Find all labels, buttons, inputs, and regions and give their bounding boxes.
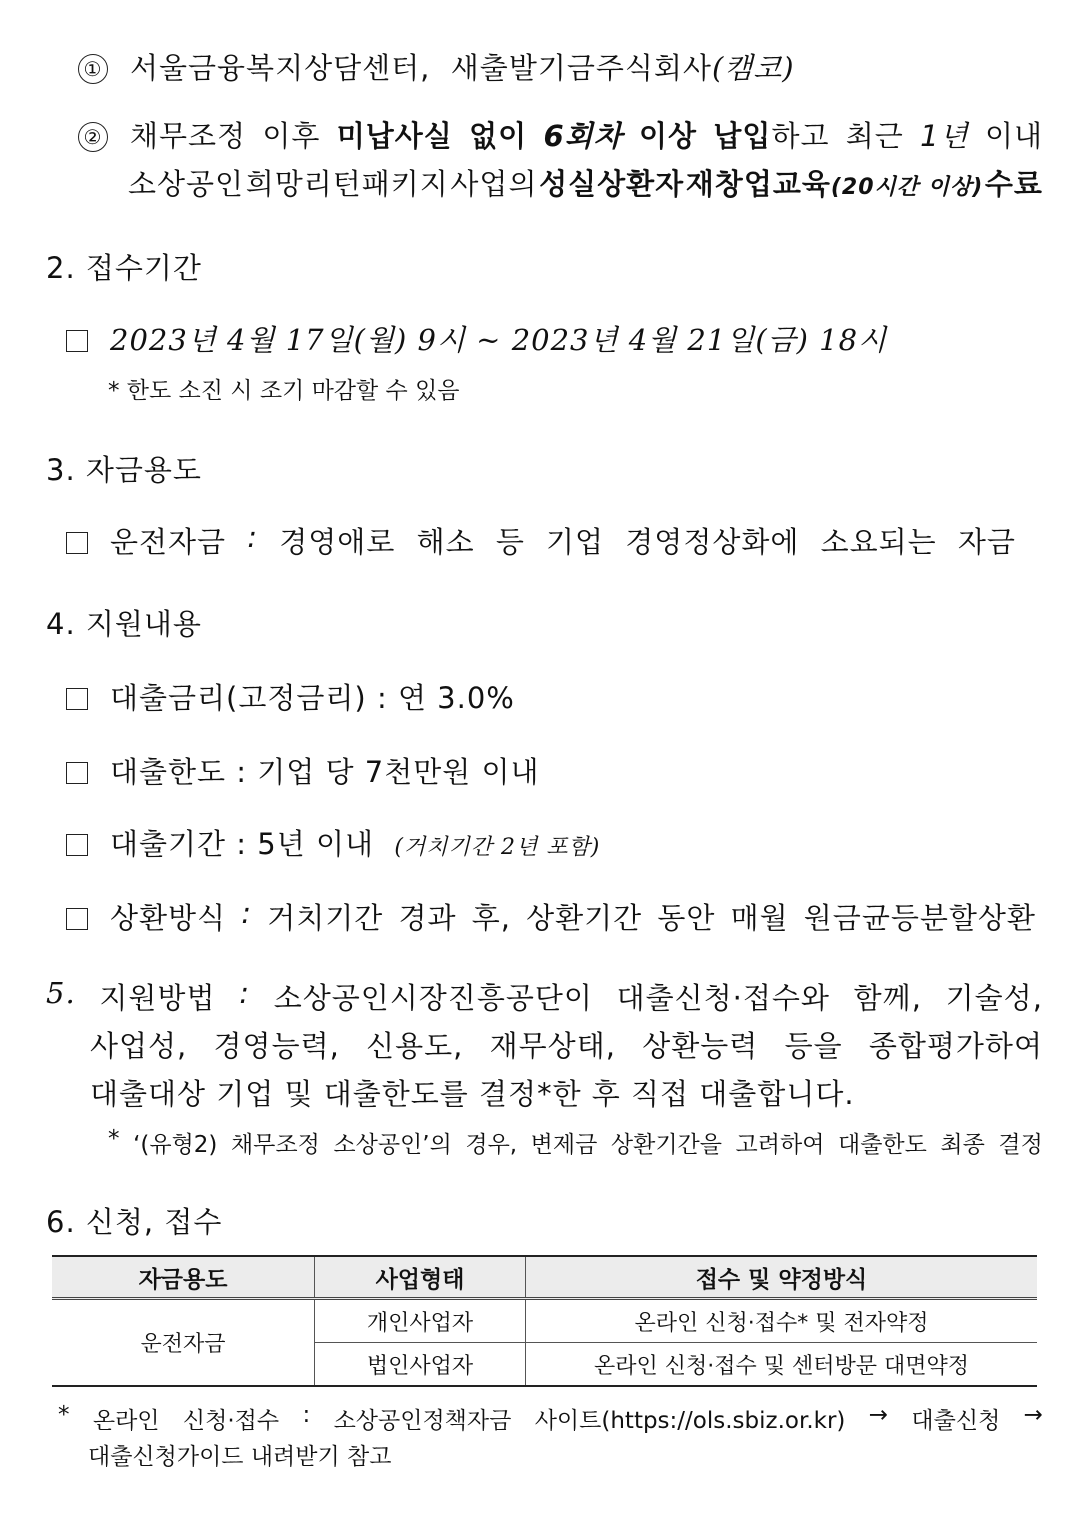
- repay-word: 매월: [730, 901, 789, 935]
- arrow-right-icon: →: [1023, 1402, 1043, 1428]
- sec5-note-word: 결정: [998, 1132, 1043, 1158]
- table-header: 자금용도: [52, 1256, 315, 1299]
- table-header: 접수 및 약정방식: [526, 1256, 1038, 1299]
- sec5-word: 기술성,: [945, 981, 1043, 1015]
- item2-word: 1년: [920, 119, 969, 153]
- sec5-word: 경영능력,: [213, 1029, 340, 1063]
- sec5-note-word: 최종: [940, 1132, 985, 1158]
- footnote-word: 온라인: [92, 1408, 160, 1434]
- fund-usage-word: 자금: [957, 525, 1016, 559]
- sec5-note-word: 채무조정: [230, 1132, 320, 1158]
- fund-usage-line: [66, 520, 1016, 561]
- item2-word: 채무조정: [130, 119, 247, 153]
- item2-bold-word: 없이: [469, 119, 528, 153]
- loan-rate-text: 대출금리(고정금리) : 연 3.0%: [110, 681, 515, 715]
- sec5-word: :: [239, 976, 250, 1010]
- loan-term-text: 대출기간 : 5년 이내: [110, 827, 374, 861]
- sec5-word: 5.: [46, 976, 76, 1010]
- item2-bold-word: 재창업교육: [685, 167, 831, 201]
- sec5-note-word: 고려하여: [735, 1132, 825, 1158]
- footnote-word: 대출신청: [911, 1408, 1001, 1434]
- footnote-line-1: [58, 1402, 1043, 1435]
- repay-word: :: [241, 896, 253, 930]
- sec5-note-word: *: [108, 1126, 120, 1152]
- sec5-note-word: ‘(유형2): [133, 1132, 218, 1158]
- section-5-line-2: [90, 1024, 1043, 1065]
- sec5-word: 사업성,: [90, 1029, 188, 1063]
- checkbox-bullet: [66, 762, 88, 784]
- list-item-2-line-1: [78, 114, 1043, 155]
- sec5-note-word: 소상공인’의: [333, 1132, 452, 1158]
- item2-word: 희망리턴패키지: [245, 167, 449, 201]
- table-cell-type: 법인사업자: [315, 1343, 526, 1387]
- checkbox-bullet: [66, 532, 88, 554]
- fund-usage-word: 해소: [416, 525, 475, 559]
- item1-text-b: 새출발기금주식회사: [450, 51, 712, 85]
- repay-word: 거치기간: [267, 901, 384, 935]
- item2-word: 사업의: [450, 167, 538, 201]
- repay-word: 경과: [398, 901, 457, 935]
- table-cell-fund: 운전자금: [52, 1299, 315, 1387]
- section-6-heading: 6. 신청, 접수: [46, 1205, 223, 1239]
- item2-word: 하고: [771, 119, 830, 153]
- item2-bold-note: (20시간 이상): [830, 175, 984, 200]
- sec5-word: 종합평가하여: [868, 1029, 1043, 1063]
- item2-bold-word: 수료: [984, 167, 1043, 201]
- item2-word: 소상공인: [128, 167, 245, 201]
- reception-period: [66, 318, 887, 359]
- repay-word: 상환기간: [526, 901, 643, 935]
- fund-usage-word: :: [247, 520, 259, 554]
- sec5-word: 함께,: [853, 981, 922, 1015]
- sec5-note-word: 경우,: [465, 1132, 518, 1158]
- list-item-1: [78, 46, 795, 87]
- fund-usage-word: 소요되는: [820, 525, 937, 559]
- item2-bold-word: 미납사실: [336, 119, 453, 153]
- item2-word: 이후: [262, 119, 321, 153]
- footnote-link-text: 사이트(https://ols.sbiz.or.kr): [534, 1408, 846, 1434]
- item2-bold-word: 납입: [713, 119, 772, 153]
- loan-term: [66, 822, 600, 863]
- period-note: * 한도 소진 시 조기 마감할 수 있음: [108, 378, 460, 404]
- footnote-word: *: [58, 1402, 70, 1428]
- table-row: [52, 1299, 1037, 1343]
- fund-usage-word: 기업: [546, 525, 605, 559]
- item2-word: 최근: [845, 119, 904, 153]
- sec5-word: 신용도,: [366, 1029, 464, 1063]
- fund-usage-word: 운전자금: [110, 525, 227, 559]
- sec5-word: 지원방법: [99, 981, 216, 1015]
- loan-limit-text: 대출한도 : 기업 당 7천만원 이내: [110, 755, 540, 789]
- list-item-2-line-2: [128, 162, 1043, 203]
- item2-word: 이내: [984, 119, 1043, 153]
- footnote-word: 소상공인정책자금: [333, 1408, 512, 1434]
- footnote-word: 신청·접수: [182, 1408, 280, 1434]
- repay-word: 동안: [657, 901, 716, 935]
- repay-word: 원금균등분할상환: [803, 901, 1036, 935]
- item2-bold-word: 6회차: [543, 119, 623, 153]
- circled-number-2: ②: [78, 122, 108, 152]
- checkbox-bullet: [66, 330, 88, 352]
- loan-rate: [66, 676, 515, 717]
- sec5-word: 재무상태,: [489, 1029, 616, 1063]
- item1-text-a: 서울금융복지상담센터,: [130, 51, 431, 85]
- fund-usage-word: 경영정상화에: [625, 525, 800, 559]
- footnote-word: :: [302, 1402, 311, 1428]
- fund-usage-word: 경영애로: [279, 525, 396, 559]
- fund-usage-word: 등: [495, 525, 525, 559]
- sec5-note-word: 상환기간을: [610, 1132, 722, 1158]
- section-5-note: [108, 1126, 1043, 1159]
- section-5-line-3: 대출대상 기업 및 대출한도를 결정*한 후 직접 대출합니다.: [90, 1077, 855, 1111]
- section-2-heading: 2. 접수기간: [46, 251, 202, 285]
- sec5-word: 상환능력: [642, 1029, 759, 1063]
- sec5-word: 등을: [784, 1029, 843, 1063]
- loan-limit: [66, 750, 539, 791]
- checkbox-bullet: [66, 688, 88, 710]
- sec5-word: 소상공인시장진흥공단이: [273, 981, 593, 1015]
- repay-word: 상환방식: [110, 901, 227, 935]
- table-cell-method: 온라인 신청·접수 및 센터방문 대면약정: [526, 1343, 1038, 1387]
- period-text: 2023년 4월 17일(월) 9시 ~ 2023년 4월 21일(금) 18시: [110, 323, 888, 357]
- loan-term-grace: (거치기간 2년 포함): [394, 835, 601, 860]
- section-5-line-1: [46, 976, 1043, 1017]
- table-cell-method: 온라인 신청·접수* 및 전자약정: [526, 1299, 1038, 1343]
- sec5-note-word: 변제금: [530, 1132, 598, 1158]
- table-cell-type: 개인사업자: [315, 1299, 526, 1343]
- application-table: [52, 1255, 1037, 1387]
- section-3-heading: 3. 자금용도: [46, 453, 202, 487]
- checkbox-bullet: [66, 908, 88, 930]
- sec5-note-word: 대출한도: [837, 1132, 927, 1158]
- item2-bold-word: 이상: [639, 119, 698, 153]
- footnote-line-2: 대출신청가이드 내려받기 참고: [88, 1444, 392, 1470]
- repay-word: 후,: [471, 901, 511, 935]
- section-4-heading: 4. 지원내용: [46, 607, 202, 641]
- sec5-word: 대출신청·접수와: [616, 981, 830, 1015]
- circled-number-1: ①: [78, 54, 108, 84]
- checkbox-bullet: [66, 834, 88, 856]
- item2-bold-word: 성실상환자: [539, 167, 685, 201]
- table-header: 사업형태: [315, 1256, 526, 1299]
- item1-text-c: (캠코): [711, 51, 795, 85]
- repayment-method: [66, 896, 1036, 937]
- arrow-right-icon: →: [868, 1402, 889, 1428]
